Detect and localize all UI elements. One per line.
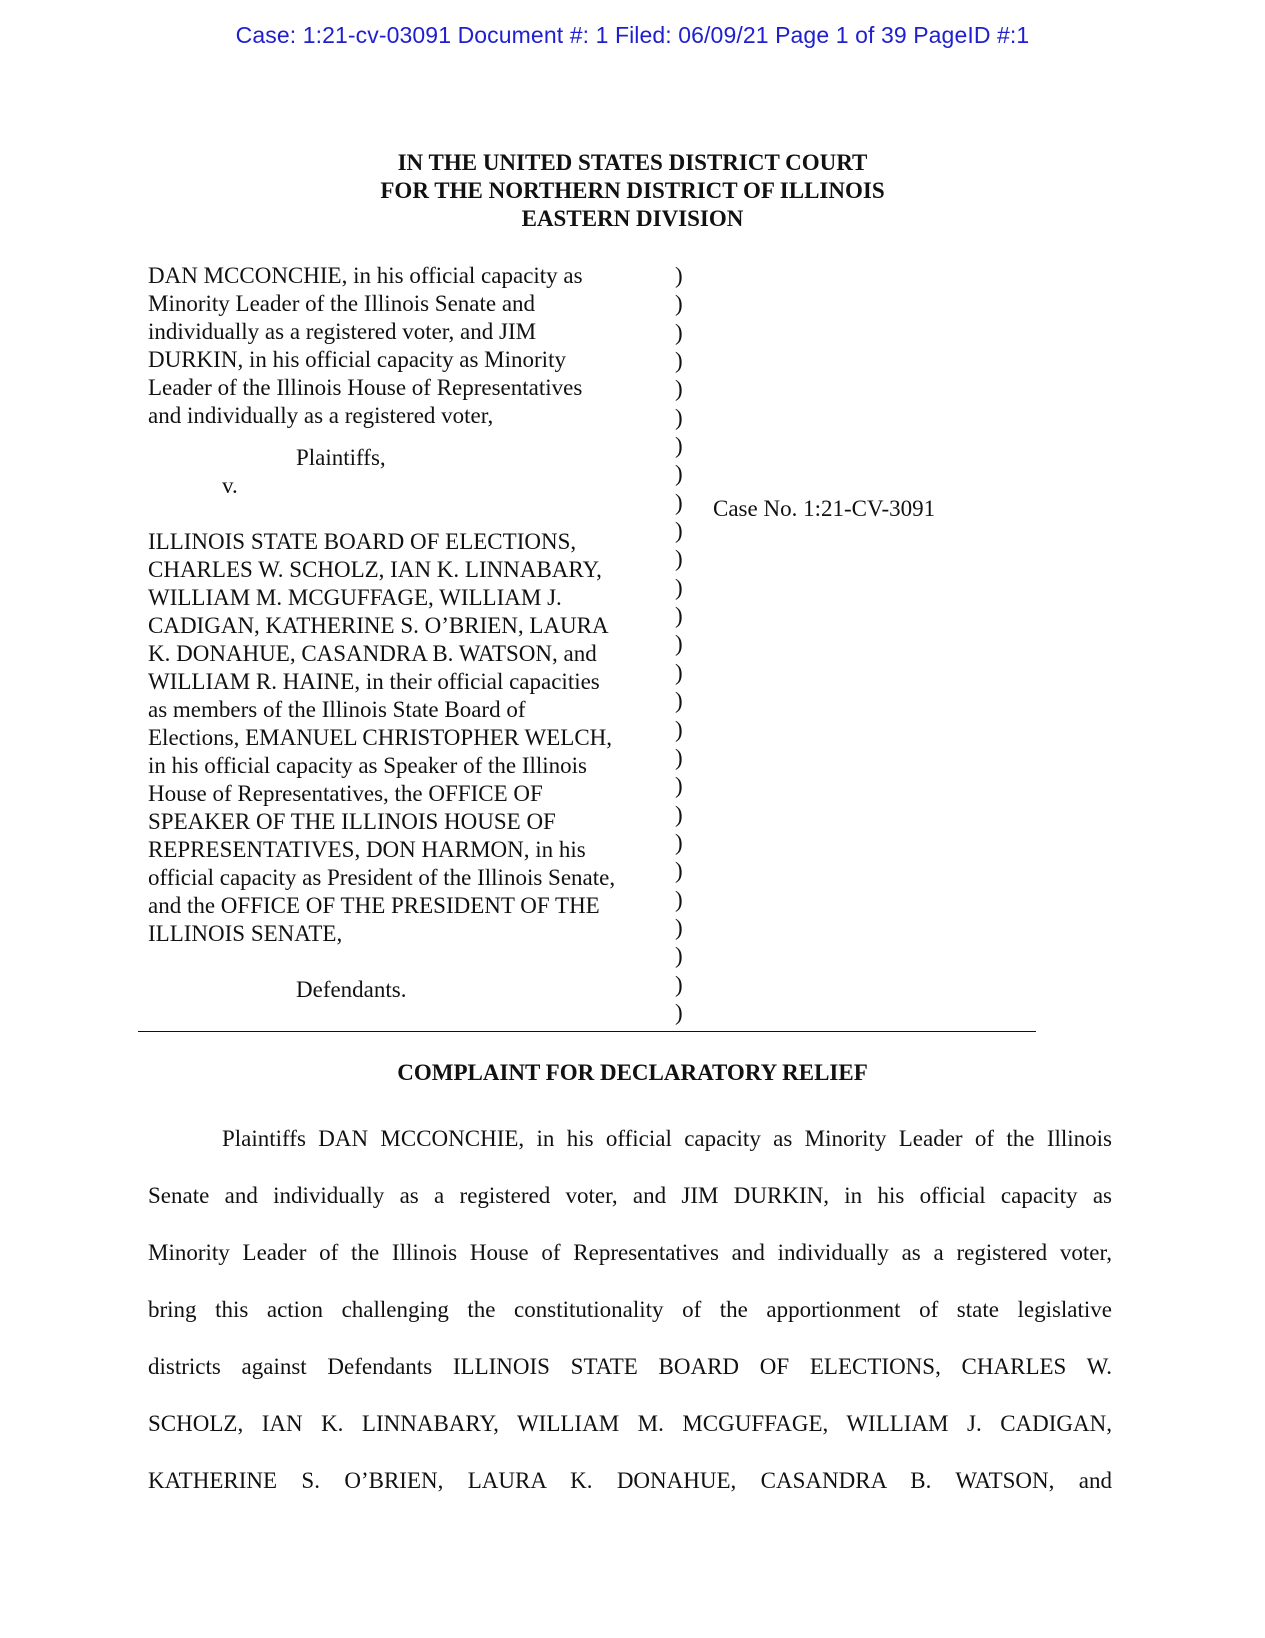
spacer bbox=[148, 430, 658, 444]
caption-line: Minority Leader of the Illinois Senate and bbox=[148, 291, 536, 316]
caption-line: SPEAKER OF THE ILLINOIS HOUSE OF bbox=[148, 809, 556, 834]
caption-paren: ) bbox=[675, 546, 683, 572]
caption-paren: ) bbox=[675, 433, 683, 459]
caption-paren: ) bbox=[675, 829, 683, 855]
caption-line: Leader of the Illinois House of Representatives bbox=[148, 375, 583, 400]
caption-line: REPRESENTATIVES, DON HARMON, in his bbox=[148, 837, 586, 862]
caption-line: and individually as a registered voter, bbox=[148, 403, 494, 428]
complaint-body bbox=[148, 1110, 1112, 1509]
caption-line: ILLINOIS STATE BOARD OF ELECTIONS, bbox=[148, 529, 577, 554]
caption-paren: ) bbox=[675, 999, 683, 1025]
caption-paren: ) bbox=[675, 631, 683, 657]
caption-line: CADIGAN, KATHERINE S. O’BRIEN, LAURA bbox=[148, 613, 609, 638]
caption-line: Elections, EMANUEL CHRISTOPHER WELCH, bbox=[148, 725, 613, 750]
caption-line: WILLIAM R. HAINE, in their official capacities bbox=[148, 669, 600, 694]
body-line: districts against Defendants ILLINOIS STATE BOARD OF ELECTIONS, CHARLES W. bbox=[148, 1354, 1112, 1379]
body-line: SCHOLZ, IAN K. LINNABARY, WILLIAM M. MCGUFFAGE, WILLIAM J. CADIGAN, bbox=[148, 1411, 1112, 1436]
caption-paren: ) bbox=[675, 348, 683, 374]
caption-paren: ) bbox=[675, 291, 683, 317]
caption-paren-column bbox=[675, 262, 689, 1027]
body-line: KATHERINE S. O’BRIEN, LAURA K. DONAHUE, CASANDRA B. WATSON, and bbox=[148, 1468, 1112, 1493]
caption-line: official capacity as President of the Illinois Senate, bbox=[148, 865, 616, 890]
caption-line: DAN MCCONCHIE, in his official capacity as bbox=[148, 263, 583, 288]
caption-paren: ) bbox=[675, 603, 683, 629]
caption-paren: ) bbox=[675, 858, 683, 884]
court-heading-line: EASTERN DIVISION bbox=[521, 206, 744, 231]
caption-paren: ) bbox=[675, 518, 683, 544]
complaint-title: COMPLAINT FOR DECLARATORY RELIEF bbox=[397, 1060, 868, 1085]
plaintiffs-block bbox=[148, 262, 658, 430]
body-line: Plaintiffs DAN MCCONCHIE, in his official capacity as Minority Leader of the Illinois bbox=[222, 1126, 1112, 1151]
caption-paren: ) bbox=[675, 971, 683, 997]
caption-paren: ) bbox=[675, 461, 683, 487]
caption-line: K. DONAHUE, CASANDRA B. WATSON, and bbox=[148, 641, 597, 666]
court-heading-line: IN THE UNITED STATES DISTRICT COURT bbox=[397, 150, 868, 175]
caption-paren: ) bbox=[675, 404, 683, 430]
body-line: bring this action challenging the constitutionality of the apportionment of state legislative bbox=[148, 1297, 1112, 1322]
caption-paren: ) bbox=[675, 886, 683, 912]
caption-line: CHARLES W. SCHOLZ, IAN K. LINNABARY, bbox=[148, 557, 602, 582]
caption-paren: ) bbox=[675, 943, 683, 969]
court-heading bbox=[0, 149, 1265, 233]
caption-paren: ) bbox=[675, 744, 683, 770]
caption-line: as members of the Illinois State Board of bbox=[148, 697, 526, 722]
caption-line: and the OFFICE OF THE PRESIDENT OF THE bbox=[148, 893, 600, 918]
caption-paren: ) bbox=[675, 716, 683, 742]
caption-paren: ) bbox=[675, 801, 683, 827]
caption-paren: ) bbox=[675, 688, 683, 714]
body-line: Senate and individually as a registered voter, and JIM DURKIN, in his official capacity as bbox=[148, 1183, 1112, 1208]
case-caption bbox=[148, 262, 658, 1004]
caption-line: individually as a registered voter, and JIM bbox=[148, 319, 537, 344]
caption-line: in his official capacity as Speaker of the Illinois bbox=[148, 753, 587, 778]
caption-paren: ) bbox=[675, 489, 683, 515]
body-line: Minority Leader of the Illinois House of Representatives and individually as a registered voter, bbox=[148, 1240, 1112, 1265]
court-heading-line: FOR THE NORTHERN DISTRICT OF ILLINOIS bbox=[380, 178, 885, 203]
caption-paren: ) bbox=[675, 659, 683, 685]
caption-paren: ) bbox=[675, 376, 683, 402]
caption-paren: ) bbox=[675, 574, 683, 600]
filing-header-stamp: Case: 1:21-cv-03091 Document #: 1 Filed: 06/09/21 Page 1 of 39 PageID #:1 bbox=[235, 22, 1030, 48]
spacer bbox=[148, 500, 658, 528]
plaintiffs-label: Plaintiffs, bbox=[296, 445, 386, 470]
caption-divider bbox=[138, 1031, 1036, 1032]
spacer bbox=[148, 948, 658, 976]
caption-line: House of Representatives, the OFFICE OF bbox=[148, 781, 543, 806]
caption-paren: ) bbox=[675, 319, 683, 345]
versus-label: v. bbox=[222, 473, 238, 498]
caption-line: ILLINOIS SENATE, bbox=[148, 921, 343, 946]
caption-paren: ) bbox=[675, 914, 683, 940]
caption-paren: ) bbox=[675, 773, 683, 799]
caption-line: DURKIN, in his official capacity as Minority bbox=[148, 347, 566, 372]
case-number: Case No. 1:21-CV-3091 bbox=[713, 496, 936, 521]
caption-line: WILLIAM M. MCGUFFAGE, WILLIAM J. bbox=[148, 585, 562, 610]
defendants-label: Defendants. bbox=[296, 977, 407, 1002]
caption-paren: ) bbox=[675, 263, 683, 288]
defendants-block bbox=[148, 528, 658, 948]
